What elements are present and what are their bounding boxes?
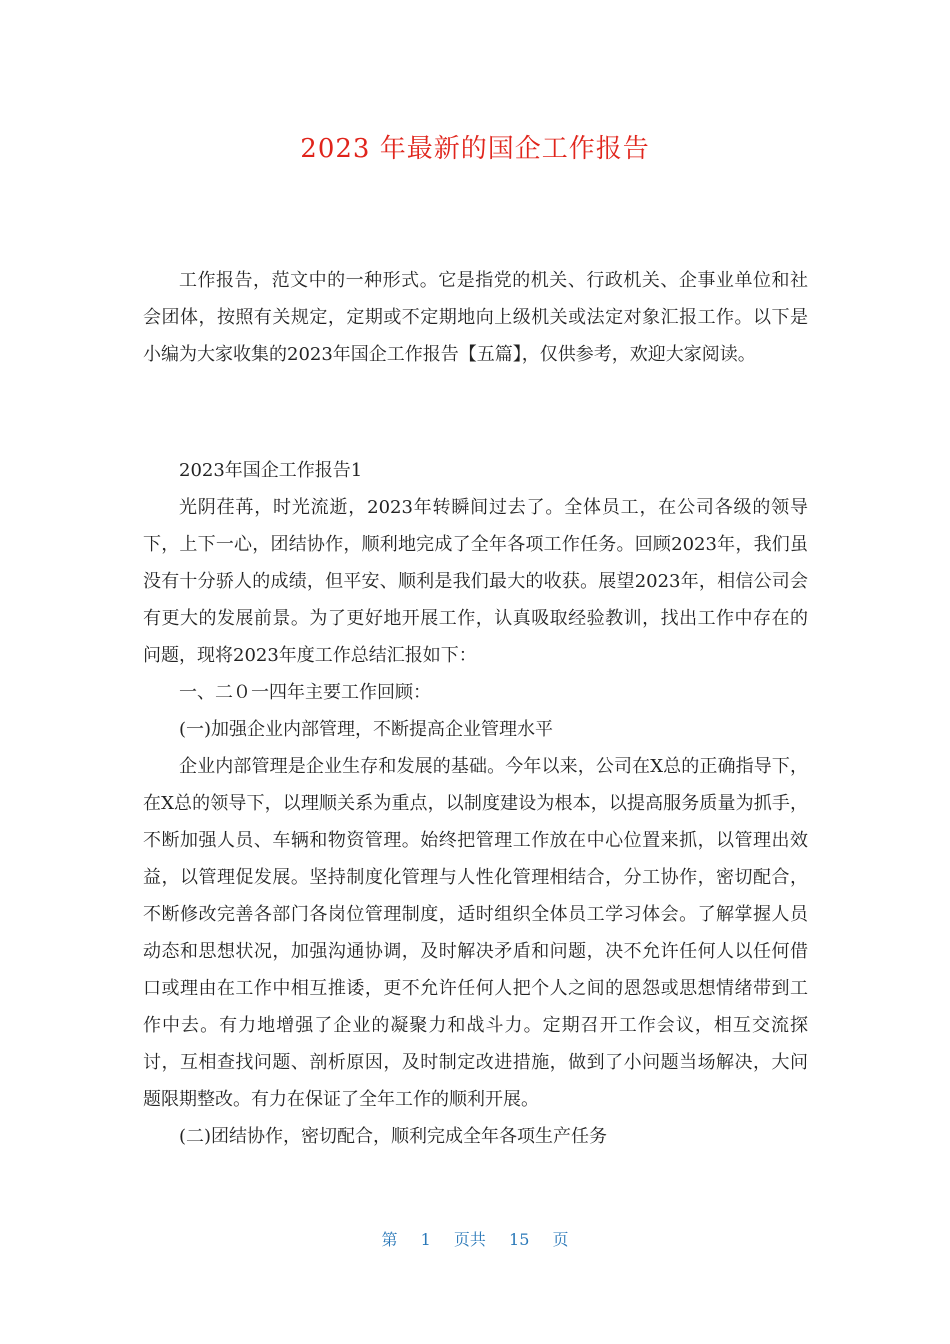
- body-paragraph: 企业内部管理是企业生存和发展的基础。今年以来，公司在X总的正确指导下，在X总的领导下，以理顺关系为重点，以制度建设为根本，以提高服务质量为抓手，不断加强人员、车辆和物资管理。始终把管理工作放在中心位置来抓，以管理出效益，以管理促发展。坚持制度化管理与人性化管理相结合，分工协作，密切配合，不断修改完善各部门各岗位管理制度，适时组织全体员工学习体会。了解掌握人员动态和思想状况，加强沟通协调，及时解决矛盾和问题，决不允许任何人以任何借口或理由在工作中相互推诿，更不允许任何人把个人之间的恩怨或思想情绪带到工作中去。有力地增强了企业的凝聚力和战斗力。定期召开工作会议，相互交流探讨，互相查找问题、剖析原因，及时制定改进措施，做到了小问题当场解决，大问题限期整改。有力在保证了全年工作的顺利开展。: [143, 756, 808, 1110]
- body-paragraph: 光阴荏苒，时光流逝，2023年转瞬间过去了。全体员工，在公司各级的领导下，上下一心，团结协作，顺利地完成了全年各项工作任务。回顾2023年，我们虽没有十分骄人的成绩，但平安、顺利是我们最大的收获。展望2023年，相信公司会有更大的发展前景。为了更好地开展工作，认真吸取经验教训，找出工作中存在的问题，现将2023年度工作总结汇报如下：: [143, 497, 808, 666]
- subheading-management: (一)加强企业内部管理，不断提高企业管理水平: [179, 719, 554, 740]
- section-heading: 2023年国企工作报告1: [179, 460, 363, 481]
- intro-section: [143, 262, 808, 373]
- report-section: [143, 452, 808, 1155]
- subheading-cooperation: (二)团结协作，密切配合，顺利完成全年各项生产任务: [179, 1126, 608, 1147]
- current-page-number: 1: [420, 1230, 431, 1249]
- subheading-review: 一、二０一四年主要工作回顾：: [179, 682, 431, 703]
- page-footer: [0, 1227, 950, 1250]
- page-label-prefix: 第: [381, 1230, 398, 1249]
- page-label-mid: 页共: [453, 1230, 486, 1249]
- page-label-suffix: 页: [552, 1230, 569, 1249]
- intro-paragraph: 工作报告，范文中的一种形式。它是指党的机关、行政机关、企事业单位和社会团体，按照有关规定，定期或不定期地向上级机关或法定对象汇报工作。以下是小编为大家收集的2023年国企工作报告【五篇】，仅供参考，欢迎大家阅读。: [143, 270, 808, 365]
- total-pages-number: 15: [509, 1230, 530, 1249]
- document-title: 2023 年最新的国企工作报告: [300, 134, 650, 164]
